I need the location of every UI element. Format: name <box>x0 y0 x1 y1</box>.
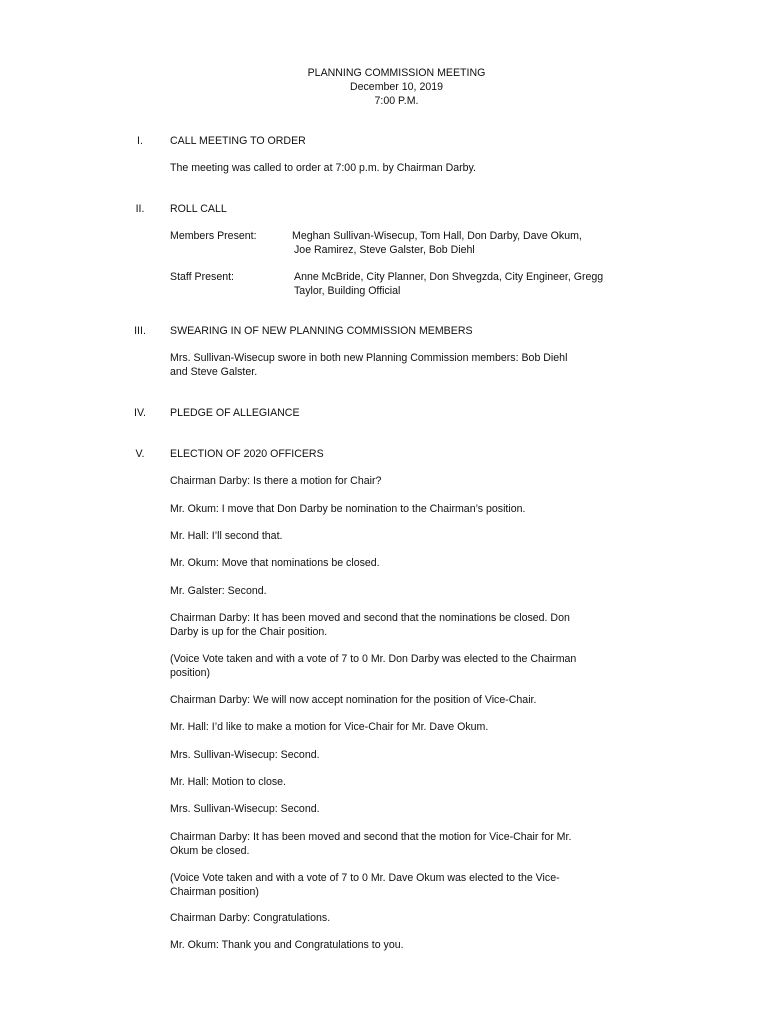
paragraph <box>170 351 658 379</box>
paragraph <box>170 871 658 899</box>
paragraph-line: Mr. Hall: I’d like to make a motion for Vice-Chair for Mr. Dave Okum. <box>170 721 489 733</box>
paragraph-line: Mr. Okum: Thank you and Congratulations to you. <box>170 939 404 951</box>
staff-line: Anne McBride, City Planner, Don Shvegzda, City Engineer, Gregg <box>294 271 604 283</box>
paragraph-line: (Voice Vote taken and with a vote of 7 to 0 Mr. Dave Okum was elected to the Vice- <box>170 872 560 884</box>
members-line: Meghan Sullivan-Wisecup, Tom Hall, Don Darby, Dave Okum, <box>292 230 582 242</box>
paragraph <box>170 584 658 598</box>
paragraph-line: Mr. Hall: I’ll second that. <box>170 530 283 542</box>
paragraph-line: Mr. Hall: Motion to close. <box>170 776 286 788</box>
paragraph <box>170 529 658 543</box>
paragraph-line: Chairman Darby: It has been moved and second that the nominations be closed. Don <box>170 612 570 624</box>
paragraph-line: Chairman Darby: Congratulations. <box>170 912 331 924</box>
paragraph-line: Mrs. Sullivan-Wisecup: Second. <box>170 749 320 761</box>
paragraph <box>170 830 658 858</box>
paragraph <box>170 720 658 734</box>
paragraph <box>170 748 658 762</box>
paragraph <box>170 502 658 516</box>
meeting-date: December 10, 2019 <box>349 81 444 93</box>
section-heading: ELECTION OF 2020 OFFICERS <box>170 448 324 460</box>
paragraph-line: position) <box>170 667 211 679</box>
paragraph <box>170 911 658 925</box>
paragraph <box>170 775 658 789</box>
members-present-list <box>292 229 662 257</box>
staff-line: Taylor, Building Official <box>294 285 401 297</box>
staff-present-label: Staff Present: <box>170 271 234 283</box>
paragraph-line: Mrs. Sullivan-Wisecup swore in both new Planning Commission members: Bob Diehl <box>170 352 568 364</box>
meeting-title: PLANNING COMMISSION MEETING <box>307 67 486 79</box>
paragraph <box>170 611 658 639</box>
paragraph-line: and Steve Galster. <box>170 366 258 378</box>
paragraph-line: The meeting was called to order at 7:00 p.m. by Chairman Darby. <box>170 162 476 174</box>
paragraph-line: Mr. Okum: Move that nominations be closed. <box>170 557 380 569</box>
paragraph <box>170 802 658 816</box>
paragraph <box>170 474 658 488</box>
paragraph-line: Chairman Darby: It has been moved and second that the motion for Vice-Chair for Mr. <box>170 831 572 843</box>
section-number: V. <box>135 448 145 460</box>
document-header <box>0 66 770 108</box>
paragraph <box>170 161 658 175</box>
paragraph <box>170 652 658 680</box>
paragraph-line: Chairman Darby: Is there a motion for Chair? <box>170 475 382 487</box>
staff-present-list <box>294 270 664 298</box>
section-number: IV. <box>134 407 146 419</box>
paragraph <box>170 938 658 952</box>
paragraph-line: Mr. Galster: Second. <box>170 585 267 597</box>
paragraph-line: Okum be closed. <box>170 845 250 857</box>
paragraph <box>170 693 658 707</box>
paragraph-line: Chairman Darby: We will now accept nomination for the position of Vice-Chair. <box>170 694 537 706</box>
section-heading: PLEDGE OF ALLEGIANCE <box>170 407 300 419</box>
section-heading: CALL MEETING TO ORDER <box>170 135 306 147</box>
paragraph-line: (Voice Vote taken and with a vote of 7 to 0 Mr. Don Darby was elected to the Chairman <box>170 653 577 665</box>
paragraph-line: Chairman position) <box>170 886 259 898</box>
section-number: I. <box>137 135 143 147</box>
section-number: II. <box>135 203 145 215</box>
section-heading: ROLL CALL <box>170 203 227 215</box>
paragraph <box>170 556 658 570</box>
meeting-time: 7:00 P.M. <box>374 95 419 107</box>
paragraph-line: Darby is up for the Chair position. <box>170 626 328 638</box>
section-heading: SWEARING IN OF NEW PLANNING COMMISSION MEMBERS <box>170 325 473 337</box>
paragraph-line: Mrs. Sullivan-Wisecup: Second. <box>170 803 320 815</box>
paragraph-line: Mr. Okum: I move that Don Darby be nomination to the Chairman’s position. <box>170 503 526 515</box>
members-line: Joe Ramirez, Steve Galster, Bob Diehl <box>294 244 475 256</box>
members-present-label: Members Present: <box>170 230 257 242</box>
section-number: III. <box>134 325 146 337</box>
